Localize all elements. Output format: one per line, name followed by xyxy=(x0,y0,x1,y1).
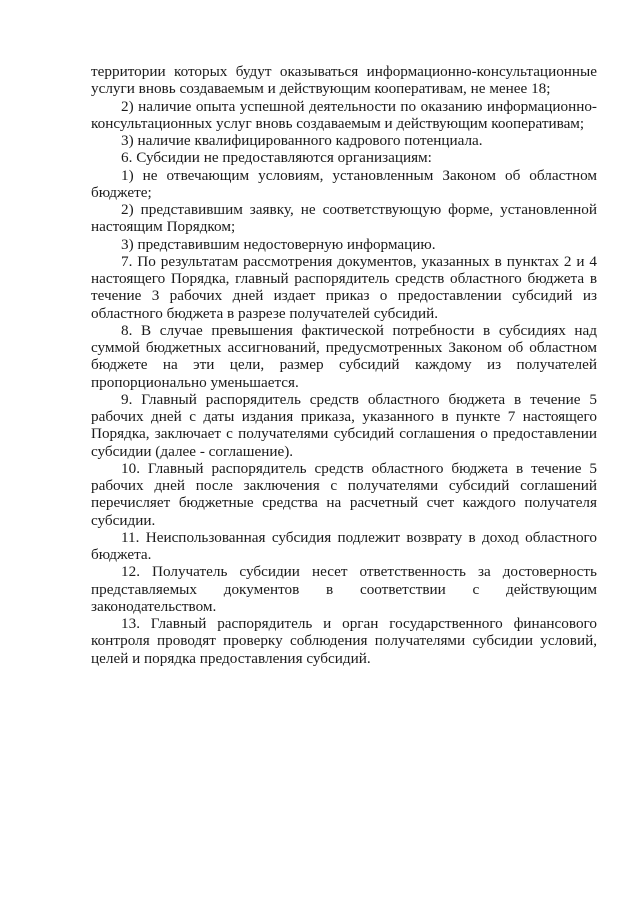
text-line: областного бюджета в разрезе получателей субсидий. xyxy=(91,304,438,322)
text-line: пропорционально уменьшается. xyxy=(91,373,299,391)
text-line: рабочих дней после заключения с получателями субсидий соглашений xyxy=(91,477,597,494)
text-line: территории которых будут оказываться информационно-консультационные xyxy=(91,63,597,80)
text-line: целей и порядка предоставления субсидий. xyxy=(91,649,371,667)
text-line: субсидии (далее - соглашение). xyxy=(91,442,294,460)
text-line: рабочих дней с даты издания приказа, указанного в пункте 7 настоящего xyxy=(91,408,597,425)
text-line: контроля проводят проверку соблюдения получателями субсидии условий, xyxy=(91,632,597,650)
text-line: настоящим Порядком; xyxy=(91,218,236,236)
document-body xyxy=(91,63,597,667)
text-line: законодательством. xyxy=(91,597,217,615)
text-line: 7. По результатам рассмотрения документов, указанных в пунктах 2 и 4 xyxy=(121,252,597,270)
text-line: течение 3 рабочих дней издает приказ о предоставлении субсидий из xyxy=(91,287,597,305)
text-line: 11. Неиспользованная субсидия подлежит возврату в доход областного xyxy=(121,528,597,546)
text-line: 2) наличие опыта успешной деятельности по оказанию информационно- xyxy=(121,97,597,115)
text-line: 10. Главный распорядитель средств областного бюджета в течение 5 xyxy=(121,459,597,477)
text-line: консультационных услуг вновь создаваемым и действующим кооперативам; xyxy=(91,114,585,132)
text-line: 6. Субсидии не предоставляются организациям: xyxy=(121,149,432,167)
text-line: бюджете на эти цели, размер субсидий каждому из получателей xyxy=(91,356,597,374)
text-line: бюджете; xyxy=(91,183,152,201)
text-line: Порядка, заключает с получателями субсидий соглашения о предоставлении xyxy=(91,425,597,443)
text-line: субсидии. xyxy=(91,511,156,529)
text-line: 3) представившим недостоверную информацию. xyxy=(121,235,436,253)
text-line: услуги вновь создаваемым и действующим кооперативам, не менее 18; xyxy=(91,80,551,98)
text-line: бюджета. xyxy=(91,546,152,563)
text-line: 12. Получатель субсидии несет ответственность за достоверность xyxy=(121,563,597,581)
text-line: настоящего Порядка, главный распорядитель средств областного бюджета в xyxy=(91,270,597,287)
text-line: 13. Главный распорядитель и орган государственного финансового xyxy=(121,615,597,632)
text-line: перечисляет бюджетные средства на расчетный счет каждого получателя xyxy=(91,494,597,512)
text-line: 1) не отвечающим условиям, установленным Законом об областном xyxy=(121,166,597,184)
text-line: 8. В случае превышения фактической потребности в субсидиях над xyxy=(121,321,597,339)
text-line: суммой бюджетных ассигнований, предусмотренных Законом об областном xyxy=(91,339,597,356)
text-line: 9. Главный распорядитель средств областного бюджета в течение 5 xyxy=(121,390,597,408)
text-line: 2) представившим заявку, не соответствующую форме, установленной xyxy=(121,201,597,218)
text-line: представляемых документов в соответствии с действующим xyxy=(91,580,597,598)
text-line: 3) наличие квалифицированного кадрового потенциала. xyxy=(121,132,483,149)
